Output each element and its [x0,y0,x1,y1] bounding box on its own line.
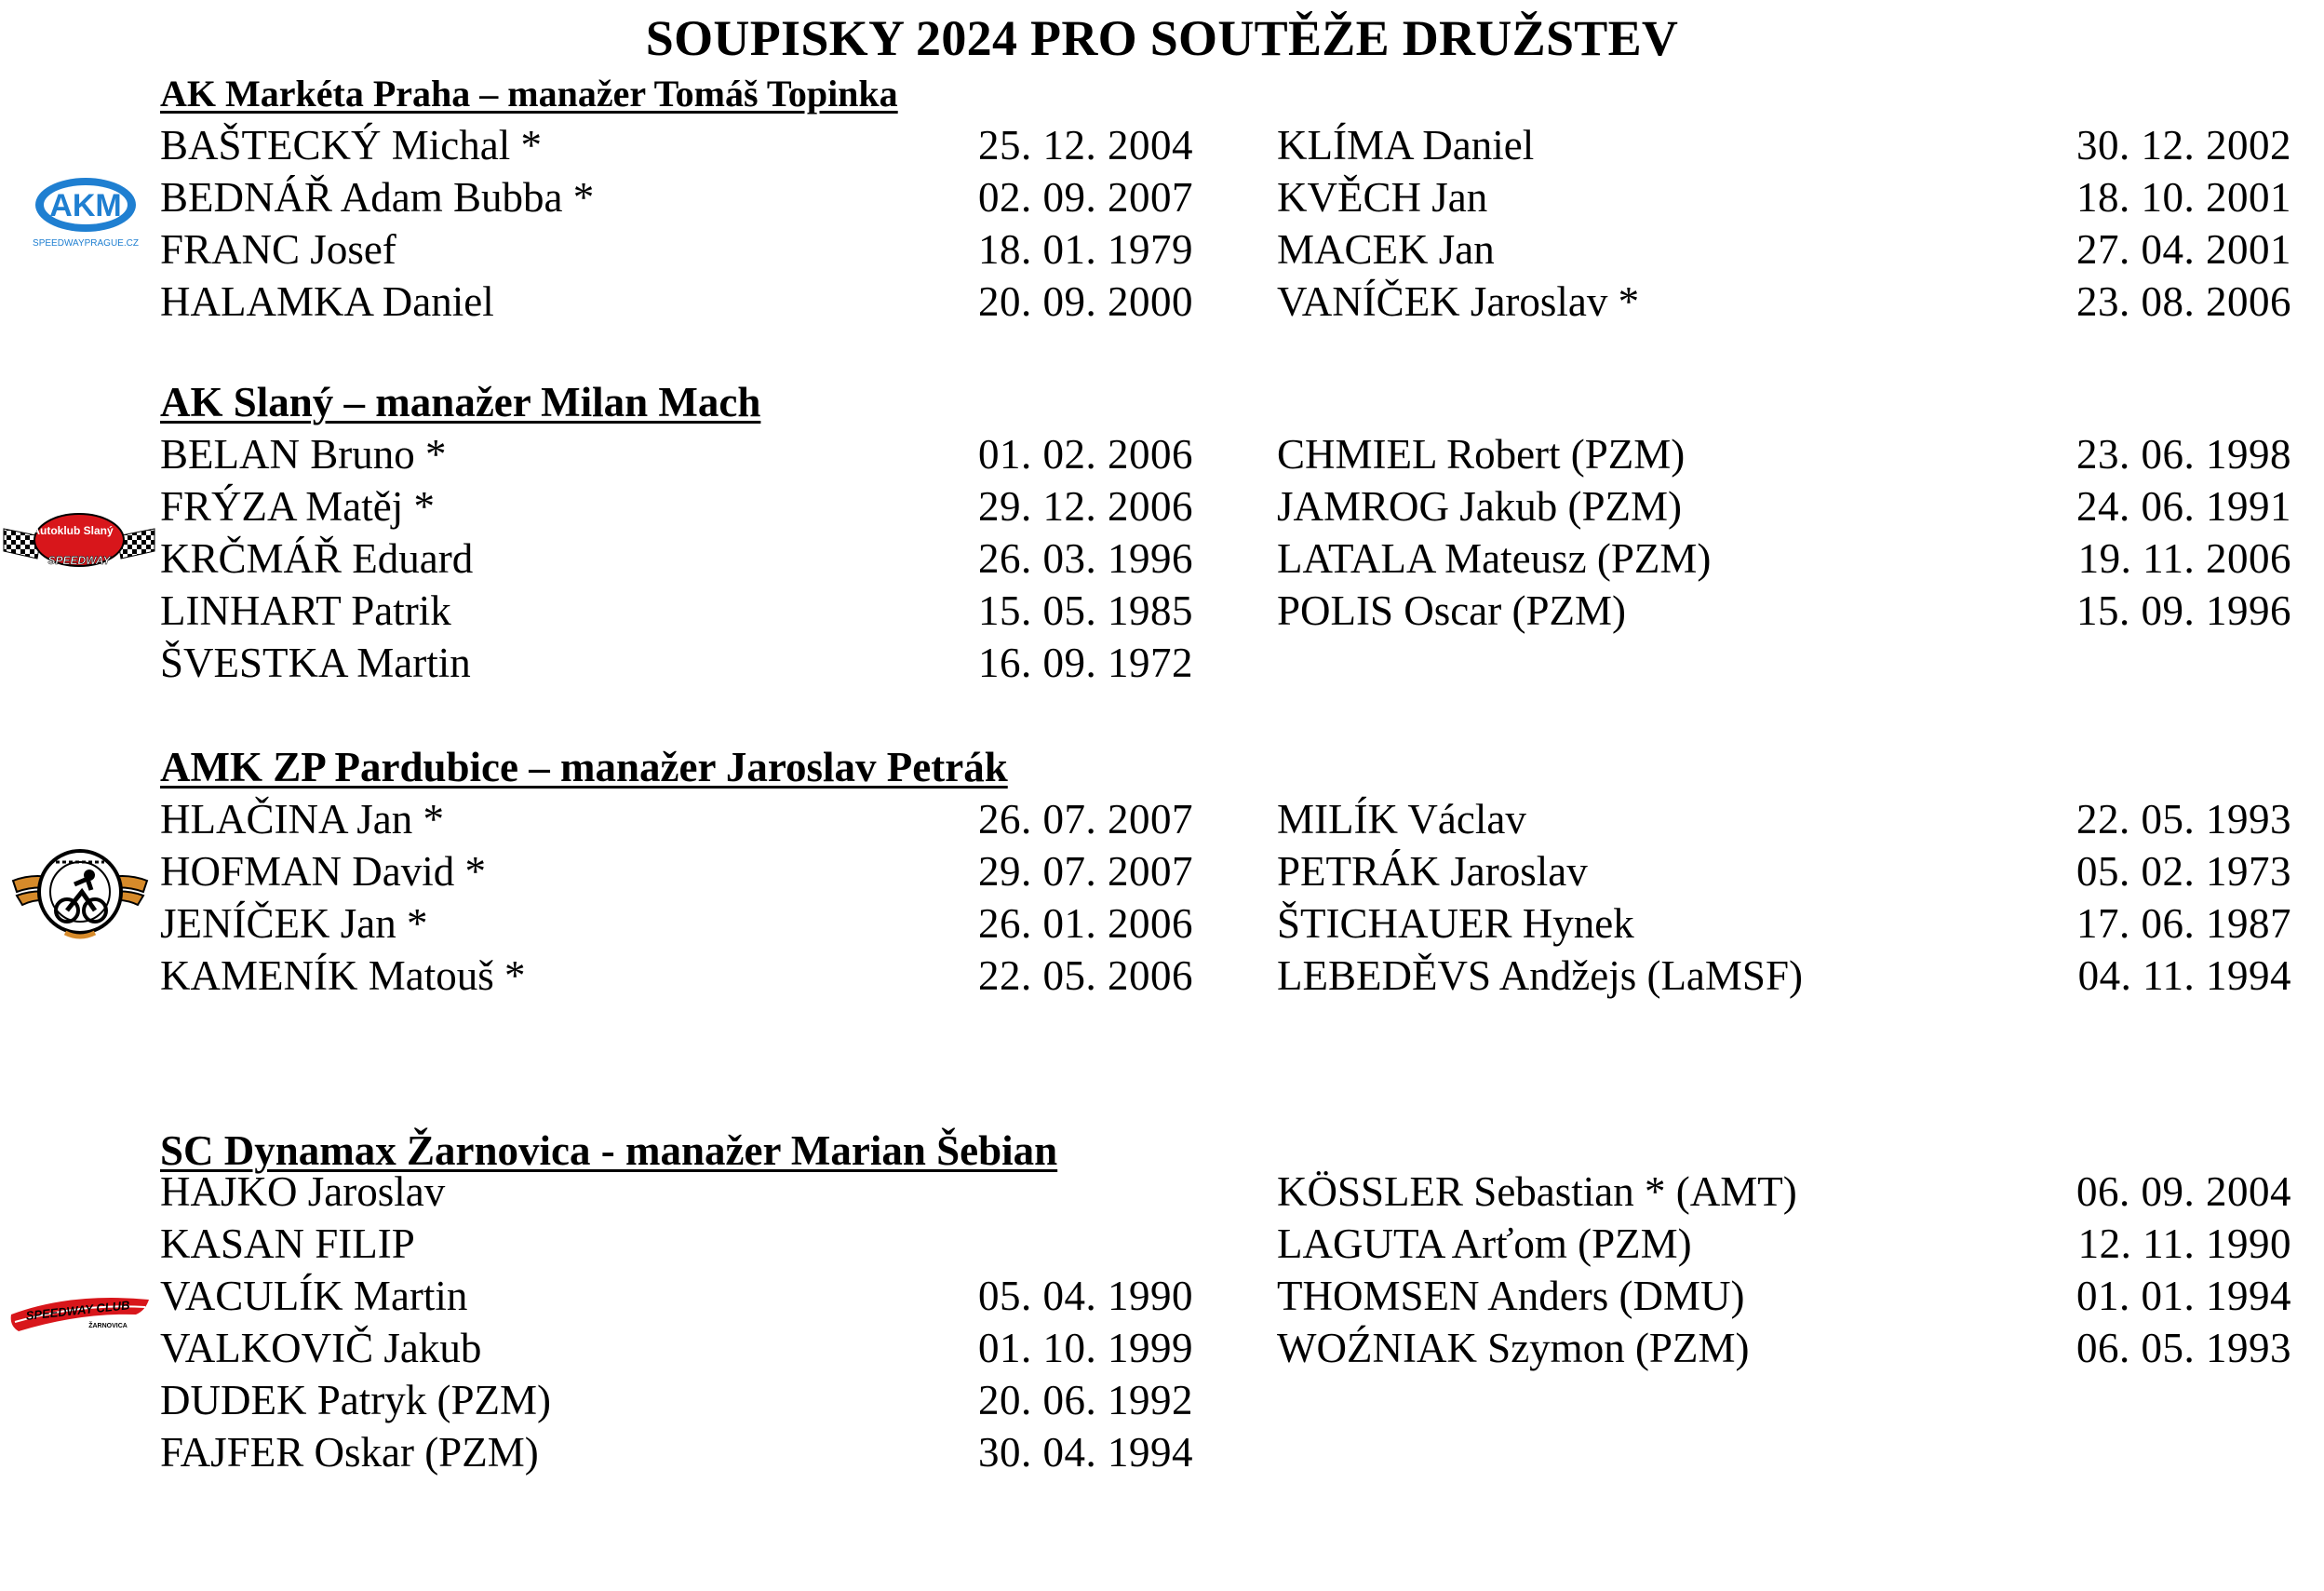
player-name: FAJFER Oskar (PZM) [160,1429,539,1476]
roster-left-column [160,119,1193,328]
player-row [1277,480,2291,533]
player-row [1277,1218,2291,1270]
player-name: FRANC Josef [160,226,396,273]
player-birthdate: 24. 06. 1991 [2076,483,2291,530]
player-row [160,480,1193,533]
player-name: VACULÍK Martin [160,1273,468,1319]
player-birthdate: 26. 01. 2006 [978,900,1193,947]
player-birthdate: 25. 12. 2004 [978,122,1193,169]
player-name: HAJKO Jaroslav [160,1168,446,1215]
akm-logo [32,175,140,253]
player-name: BELAN Bruno * [160,431,447,478]
player-birthdate: 01. 10. 1999 [978,1325,1193,1371]
player-birthdate: 17. 06. 1987 [2076,900,2291,947]
player-name: JENÍČEK Jan * [160,900,428,947]
player-birthdate: 22. 05. 2006 [978,952,1193,999]
player-birthdate: 18. 10. 2001 [2076,174,2291,221]
player-row [1277,171,2291,223]
player-row [160,637,1193,689]
player-name: CHMIEL Robert (PZM) [1277,431,1686,478]
player-name: LINHART Patrik [160,587,451,634]
roster-right-column [1277,793,2291,1002]
player-name: VANÍČEK Jaroslav * [1277,278,1640,325]
speedway-club-logo-subtext: ŽARNOVICA [88,1323,128,1329]
player-name: KLÍMA Daniel [1277,122,1535,169]
player-row [160,533,1193,585]
player-name: POLIS Oscar (PZM) [1277,587,1626,634]
player-birthdate: 26. 03. 1996 [978,535,1193,582]
player-name: KASAN FILIP [160,1220,415,1267]
ak-slany-logo-subtext: SPEEDWAY [47,554,111,567]
player-name: ŠVESTKA Martin [160,640,471,686]
player-name: KRČMÁŘ Eduard [160,535,474,582]
roster-right-column [1277,1166,2291,1374]
player-name: LEBEDĚVS Andžejs (LaMSF) [1277,952,1803,999]
player-row [1277,897,2291,950]
player-birthdate: 06. 09. 2004 [2076,1168,2291,1215]
player-birthdate: 27. 04. 2001 [2076,226,2291,273]
player-name: HLAČINA Jan * [160,796,444,843]
player-name: HALAMKA Daniel [160,278,494,325]
player-name: KVĚCH Jan [1277,174,1488,221]
player-birthdate: 23. 08. 2006 [2076,278,2291,325]
player-row [1277,950,2291,1002]
player-birthdate: 30. 12. 2002 [2076,122,2291,169]
player-birthdate: 01. 01. 1994 [2076,1273,2291,1319]
player-row [1277,223,2291,276]
player-birthdate: 29. 07. 2007 [978,848,1193,895]
amk-pardubice-logo [9,843,151,946]
akm-logo-text: AKM [49,188,122,223]
team-header: AK Markéta Praha – manažer Tomáš Topinka [160,73,898,115]
player-birthdate: 30. 04. 1994 [978,1429,1193,1476]
roster-right-column [1277,428,2291,637]
player-row [1277,1270,2291,1322]
akm-logo-subtext: SPEEDWAYPRAGUE.CZ [33,238,139,249]
player-row [160,1166,1193,1218]
player-name: JAMROG Jakub (PZM) [1277,483,1683,530]
player-row [160,1322,1193,1374]
player-row [160,845,1193,897]
player-row [1277,533,2291,585]
player-birthdate: 16. 09. 1972 [978,640,1193,686]
player-name: PETRÁK Jaroslav [1277,848,1588,895]
player-birthdate: 20. 06. 1992 [978,1377,1193,1423]
team-header: AMK ZP Pardubice – manažer Jaroslav Petrák [160,744,1008,790]
team-header: SC Dynamax Žarnovica - manažer Marian Šebian [160,1127,1058,1174]
player-birthdate: 18. 01. 1979 [978,226,1193,273]
player-row [1277,585,2291,637]
player-birthdate: 04. 11. 1994 [2077,952,2291,999]
player-name: KÖSSLER Sebastian * (AMT) [1277,1168,1797,1215]
player-name: DUDEK Patryk (PZM) [160,1377,551,1423]
player-row [1277,1322,2291,1374]
roster-right-column [1277,119,2291,328]
player-birthdate: 12. 11. 1990 [2077,1220,2291,1267]
player-row [160,950,1193,1002]
player-row [160,1426,1193,1478]
player-row [160,1218,1193,1270]
player-row [160,223,1193,276]
player-row [160,276,1193,328]
player-row [160,585,1193,637]
player-name: MACEK Jan [1277,226,1495,273]
player-birthdate: 26. 07. 2007 [978,796,1193,843]
ak-slany-logo-text: Autoklub Slaný [32,524,114,537]
speedway-club-logo-text: SPEEDWAY CLUB [24,1298,131,1323]
player-row [1277,428,2291,480]
player-name: BAŠTECKÝ Michal * [160,122,542,169]
player-birthdate: 06. 05. 1993 [2076,1325,2291,1371]
player-row [1277,119,2291,171]
player-row [1277,1166,2291,1218]
player-row [160,793,1193,845]
roster-left-column [160,428,1193,689]
roster-left-column [160,1166,1193,1478]
player-name: ŠTICHAUER Hynek [1277,900,1634,947]
player-name: THOMSEN Anders (DMU) [1277,1273,1745,1319]
player-row [1277,276,2291,328]
player-birthdate: 15. 09. 1996 [2076,587,2291,634]
player-birthdate: 02. 09. 2007 [978,174,1193,221]
player-birthdate: 23. 06. 1998 [2076,431,2291,478]
player-row [160,897,1193,950]
roster-left-column [160,793,1193,1002]
player-name: MILÍK Václav [1277,796,1526,843]
player-name: VALKOVIČ Jakub [160,1325,482,1371]
player-name: LATALA Mateusz (PZM) [1277,535,1712,582]
player-birthdate: 05. 02. 1973 [2076,848,2291,895]
player-name: LAGUTA Arťom (PZM) [1277,1220,1692,1267]
speedway-club-zarnovica-logo [6,1290,153,1346]
team-header: AK Slaný – manažer Milan Mach [160,379,761,425]
player-row [160,428,1193,480]
player-row [160,171,1193,223]
player-birthdate: 20. 09. 2000 [978,278,1193,325]
player-birthdate: 29. 12. 2006 [978,483,1193,530]
document-title: SOUPISKY 2024 PRO SOUTĚŽE DRUŽSTEV [645,10,1679,66]
player-row [160,1374,1193,1426]
player-name: WOŹNIAK Szymon (PZM) [1277,1325,1750,1371]
player-birthdate: 01. 02. 2006 [978,431,1193,478]
player-name: FRÝZA Matěj * [160,483,436,530]
player-row [160,1270,1193,1322]
player-birthdate: 15. 05. 1985 [978,587,1193,634]
player-name: KAMENÍK Matouš * [160,952,526,999]
ak-slany-logo [2,512,156,572]
player-name: HOFMAN David * [160,848,487,895]
player-birthdate: 19. 11. 2006 [2077,535,2291,582]
player-birthdate: 05. 04. 1990 [978,1273,1193,1319]
player-birthdate: 22. 05. 1993 [2076,796,2291,843]
player-row [1277,845,2291,897]
player-row [1277,793,2291,845]
player-name: BEDNÁŘ Adam Bubba * [160,174,595,221]
player-row [160,119,1193,171]
